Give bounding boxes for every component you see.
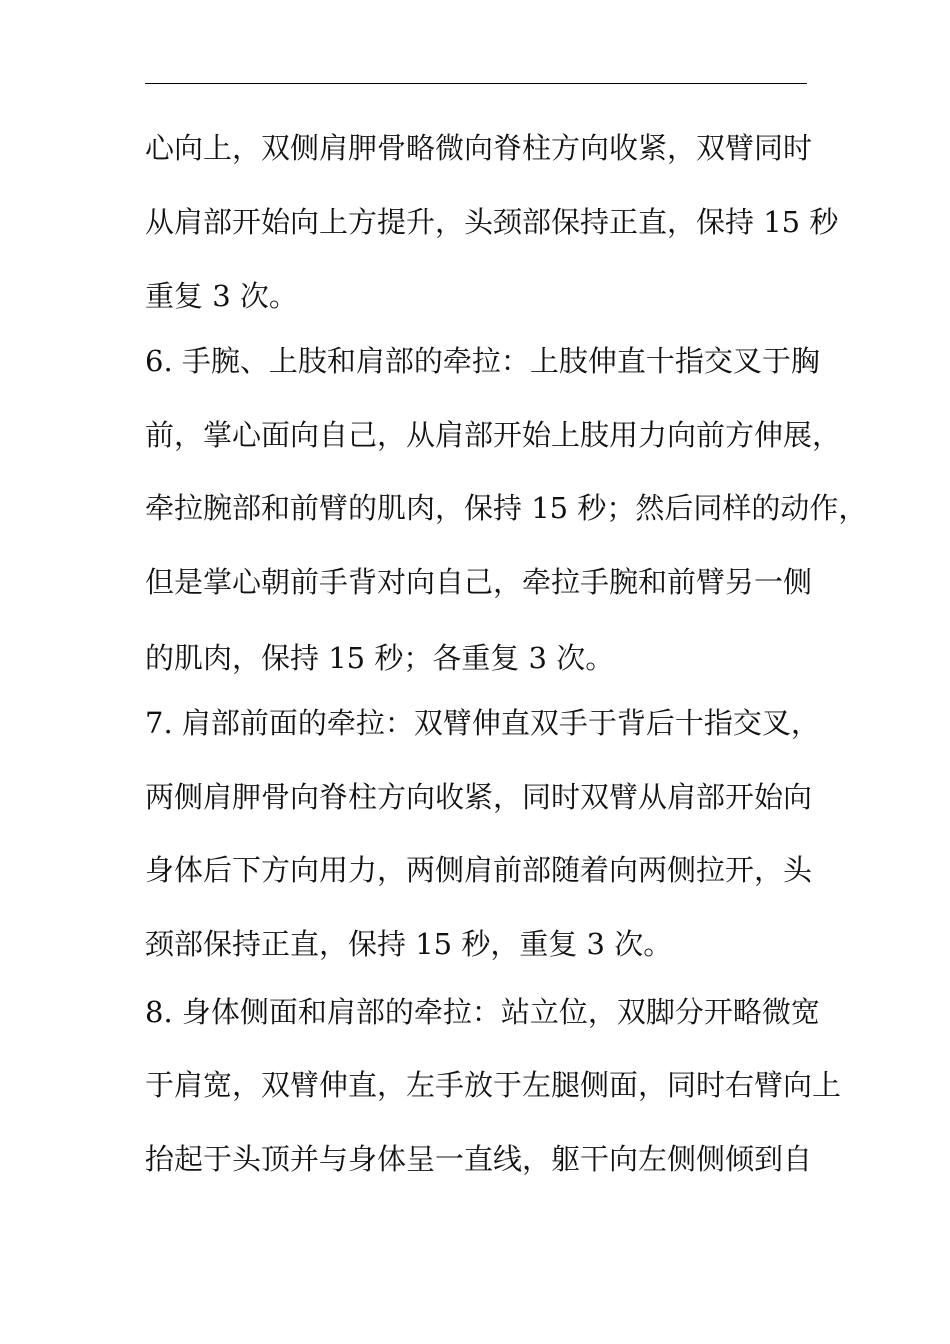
text-line: 但是掌心朝前手背对向自己，牵拉手腕和前臂另一侧 — [145, 565, 813, 599]
list-item-8: 8. 身体侧面和肩部的牵拉：站立位，双脚分开略微宽 — [145, 995, 820, 1029]
text-line: 前，掌心面向自己，从肩部开始上肢用力向前方伸展， — [145, 418, 842, 452]
text-line: 颈部保持正直，保持 15 秒，重复 3 次。 — [145, 927, 673, 961]
text-line: 牵拉腕部和前臂的肌肉，保持 15 秒；然后同样的动作， — [145, 491, 868, 525]
text-line: 的肌肉，保持 15 秒；各重复 3 次。 — [145, 641, 615, 675]
list-item-6: 6. 手腕、上肢和肩部的牵拉：上肢伸直十指交叉于胸 — [145, 344, 820, 378]
text-line: 身体后下方向用力，两侧肩前部随着向两侧拉开，头 — [145, 853, 813, 887]
header-rule — [145, 83, 807, 84]
text-line: 重复 3 次。 — [145, 279, 298, 313]
text-line: 心向上，双侧肩胛骨略微向脊柱方向收紧，双臂同时 — [145, 131, 813, 165]
text-line: 从肩部开始向上方提升，头颈部保持正直，保持 15 秒 — [145, 205, 839, 239]
text-line: 两侧肩胛骨向脊柱方向收紧，同时双臂从肩部开始向 — [145, 780, 813, 814]
text-line: 于肩宽，双臂伸直，左手放于左腿侧面，同时右臂向上 — [145, 1068, 842, 1102]
list-item-7: 7. 肩部前面的牵拉：双臂伸直双手于背后十指交叉， — [145, 706, 820, 740]
text-line: 抬起于头顶并与身体呈一直线，躯干向左侧侧倾到自 — [145, 1142, 813, 1176]
